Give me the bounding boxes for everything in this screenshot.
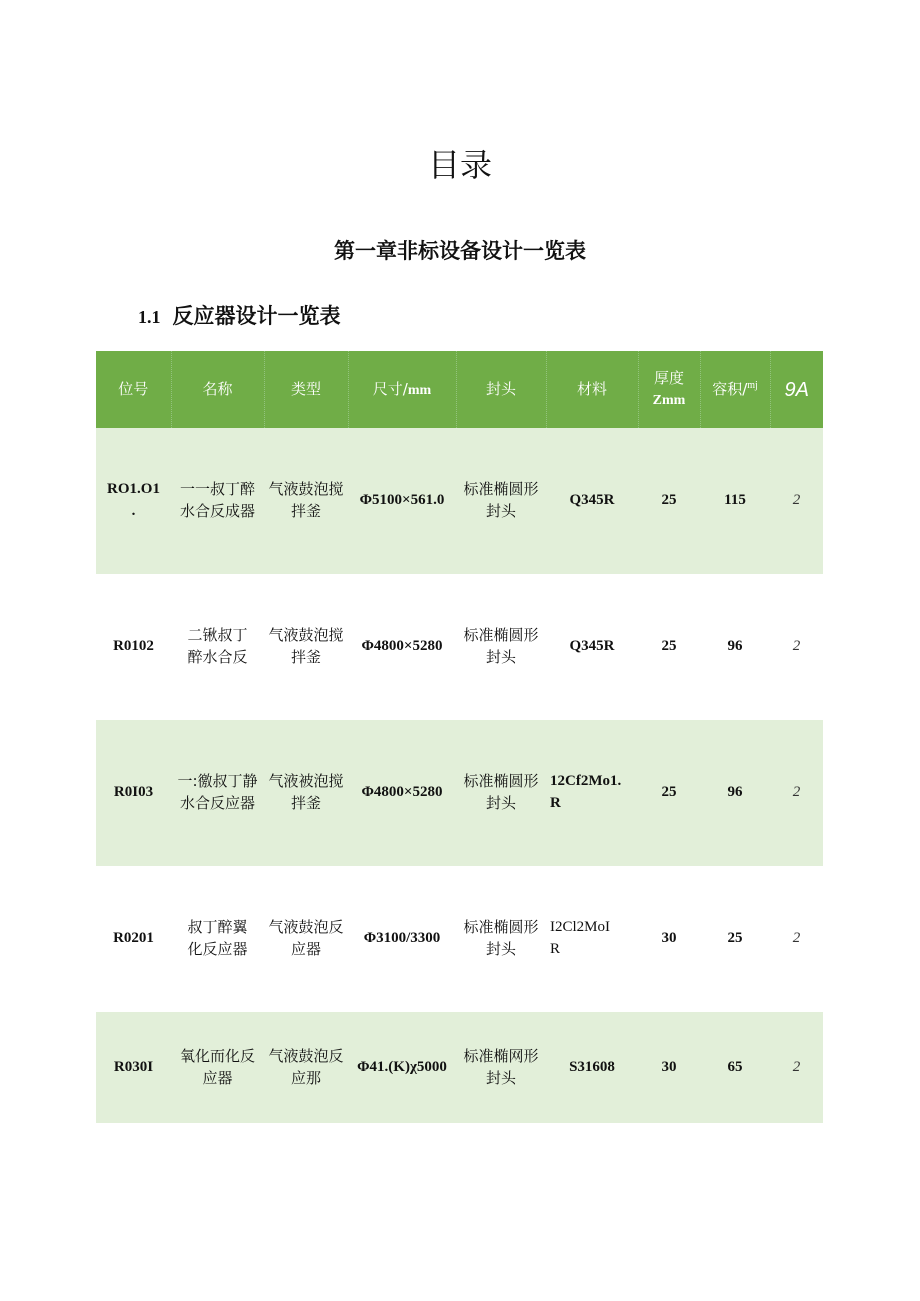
header-volume-unit: mj: [747, 380, 758, 391]
table-row: [96, 866, 823, 1012]
cell-tag-no: RO1.O1 .: [96, 428, 171, 574]
header-volume: [700, 351, 770, 428]
cell-material: Q345R: [546, 428, 638, 574]
cell-quantity: 2: [770, 428, 823, 574]
cell-material: 12Cf2Mo1. R: [546, 720, 638, 866]
header-thickness-unit: Zmm: [652, 393, 686, 409]
cell-head: 标准椭圆形 封头: [463, 626, 539, 666]
cell-type: 气液鼓泡反 应器: [268, 918, 344, 958]
cell-head: 标准椭圆形 封头: [456, 428, 546, 574]
chapter-title: 第一章非标设备设计一览表: [334, 239, 586, 263]
table-row: [96, 428, 823, 574]
header-material: 材料: [546, 351, 638, 428]
header-type: 类型: [264, 351, 348, 428]
section-number: 1.1: [138, 307, 161, 327]
cell-quantity: 2: [792, 638, 801, 655]
cell-thickness: 30: [661, 930, 677, 947]
cell-volume: 96: [727, 638, 743, 655]
document-title: 目录: [427, 146, 492, 184]
cell-name: 一一叔丁醉 水合反成器: [171, 428, 264, 574]
cell-volume: 115: [700, 428, 770, 574]
cell-tag-no: R0201: [113, 930, 154, 947]
cell-size: Φ4800×5280: [361, 638, 443, 655]
table-row: [96, 1012, 823, 1123]
header-thickness: [638, 351, 700, 428]
cell-thickness: 25: [638, 720, 700, 866]
header-size: [348, 351, 456, 428]
cell-name: 二锹叔丁 醉水合反: [187, 626, 248, 666]
cell-material: S31608: [546, 1012, 638, 1123]
cell-thickness: 30: [638, 1012, 700, 1123]
header-head: 封头: [456, 351, 546, 428]
cell-thickness: 25: [661, 638, 677, 655]
cell-size: Φ41.(K)χ5000: [348, 1012, 456, 1123]
cell-name: 叔丁醉翼 化反应器: [187, 918, 248, 958]
cell-quantity: 2: [770, 720, 823, 866]
header-name: 名称: [171, 351, 264, 428]
cell-head: 标准椭网形 封头: [456, 1012, 546, 1123]
cell-tag-no: R0I03: [96, 720, 171, 866]
cell-thickness: 25: [638, 428, 700, 574]
cell-type: 气液鼓泡搅 拌釜: [268, 626, 344, 666]
header-size-unit: mm: [407, 382, 432, 398]
header-thickness-label: 厚度: [653, 369, 684, 388]
reactor-design-table: [96, 351, 823, 1123]
cell-quantity: 2: [770, 1012, 823, 1123]
cell-size: Φ5100×561.0: [348, 428, 456, 574]
cell-tag-no: R0102: [113, 638, 154, 655]
cell-name: 一:徼叔丁静 水合反应器: [171, 720, 264, 866]
table-row: [96, 574, 823, 720]
cell-size: Φ4800×5280: [348, 720, 456, 866]
header-volume-label: 容积/: [712, 380, 748, 398]
cell-volume: 65: [700, 1012, 770, 1123]
cell-material: I2Cl2MoI R: [550, 919, 610, 957]
cell-type: 气液鼓泡搅 拌釜: [264, 428, 348, 574]
table-header-row: [96, 351, 823, 428]
cell-type: 气液鼓泡反 应那: [264, 1012, 348, 1123]
cell-size: Φ3100/3300: [363, 930, 441, 947]
cell-head: 标准椭圆形 封头: [463, 918, 539, 958]
cell-type: 气液被泡搅 拌釜: [264, 720, 348, 866]
header-quantity: 9A: [770, 351, 823, 428]
table-row: [96, 720, 823, 866]
section-title: 反应器设计一览表: [172, 304, 341, 328]
cell-tag-no: R030I: [96, 1012, 171, 1123]
header-tag-no: 位号: [96, 351, 171, 428]
header-size-label: 尺寸/: [372, 379, 408, 398]
cell-name: 氧化而化反 应器: [171, 1012, 264, 1123]
section-heading: [138, 300, 341, 330]
cell-head: 标准椭圆形 封头: [456, 720, 546, 866]
cell-volume: 25: [727, 930, 743, 947]
cell-volume: 96: [700, 720, 770, 866]
cell-material: Q345R: [569, 638, 615, 655]
cell-quantity: 2: [792, 930, 801, 947]
